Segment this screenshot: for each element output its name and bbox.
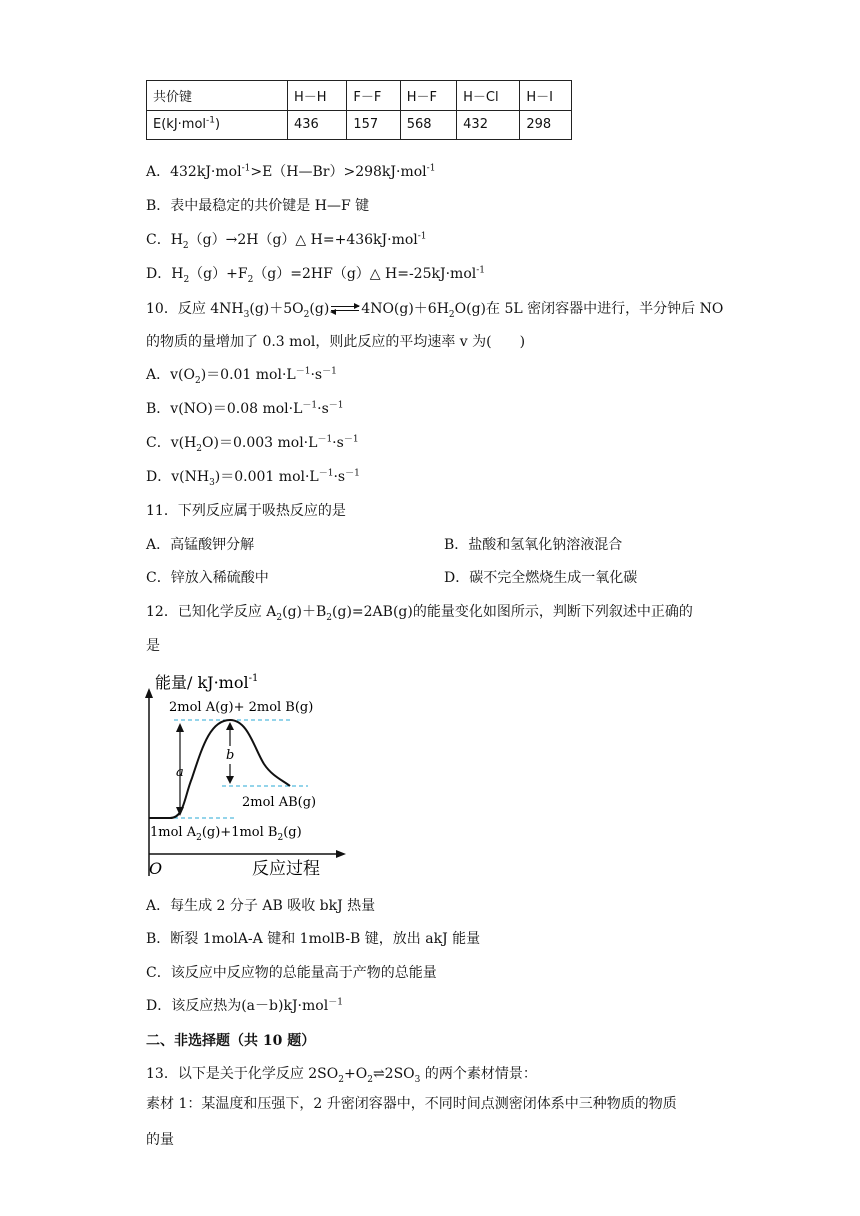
q12-option-a: A．每生成 2 分子 AB 吸收 bkJ 热量 bbox=[146, 898, 376, 914]
table-row bbox=[147, 110, 572, 140]
q12-option-b: B．断裂 1molA-A 键和 1molB-B 键，放出 akJ 能量 bbox=[146, 931, 481, 947]
table-header-cell: 共价键 bbox=[147, 81, 288, 111]
table-row-label: E(kJ·mol$^{-1}$) bbox=[147, 110, 288, 140]
q10-stem-line2: 的物质的量增加了 0.3 mol，则此反应的平均速率 v 为( ) bbox=[146, 334, 526, 350]
b-label: b bbox=[226, 748, 235, 763]
b-arrow-up-icon bbox=[226, 722, 234, 730]
table-header-cell: H－H bbox=[288, 81, 347, 111]
q11-option-b: B．盐酸和氢氧化钠溶液混合 bbox=[444, 537, 623, 553]
table-cell: 157 bbox=[347, 110, 400, 140]
a-label: a bbox=[176, 765, 184, 780]
q10-option-b: B．v(NO)＝0.08 $mol\cdot L^{-1}\cdot s^{-1}$ bbox=[146, 400, 344, 417]
q10-stem-line1: 10．反应 $4NH_3(g)+5O_2(g)$ $4NO(g)+6H_2O(g)$在 5L 密闭容器中进行，半分钟后 NO bbox=[146, 301, 724, 320]
q9-option-a: A．432kJ·mol$^{-1}$>E（H—Br）>298kJ·mol$^{-1}$ bbox=[146, 163, 436, 180]
origin-label: O bbox=[149, 859, 163, 878]
q11-option-d: D．碳不完全燃烧生成一氧化碳 bbox=[444, 570, 638, 586]
q10-option-a: A．$v(O_2)=0.01$ $mol\cdot L^{-1}\cdot s^{-1}$ bbox=[146, 366, 337, 386]
table-cell: 298 bbox=[520, 110, 572, 140]
q11-stem: 11．下列反应属于吸热反应的是 bbox=[146, 503, 346, 519]
q9-option-c: C．$H_2(g)\to 2H(g)\triangle$ H=+436kJ·mol$^{-1}$ bbox=[146, 231, 427, 251]
reactant-label: 1mol $A_2(g)+1mol$ $B_2(g)$ bbox=[150, 825, 302, 843]
q9-option-b: B．表中最稳定的共价键是 H—F 键 bbox=[146, 198, 370, 214]
q11-option-c: C．锌放入稀硫酸中 bbox=[146, 570, 269, 586]
q12-stem-line1: 12．已知化学反应 $A_2(g)+B_2(g)=2AB(g)$的能量变化如图所示，判断下列叙述中正确的 bbox=[146, 604, 693, 623]
q11-option-a: A．高锰酸钾分解 bbox=[146, 537, 255, 553]
q10-option-d: D．$v(NH_3)=0.001$ $mol\cdot L^{-1}\cdot s^{-1}$ bbox=[146, 468, 360, 488]
table-cell: 568 bbox=[400, 110, 456, 140]
product-label: 2mol AB(g) bbox=[242, 795, 317, 810]
q12-option-d: D．该反应热为(a－b)kJ·mol$^{-1}$ bbox=[146, 997, 343, 1014]
q9-option-d: D．$H_2(g)+F_2(g)=2HF(g)\triangle$ H=-25kJ·mol$^{-1}$ bbox=[146, 265, 486, 285]
q10-option-c: C．$v(H_2O)=0.003$ $mol\cdot L^{-1}\cdot s^{-1}$ bbox=[146, 434, 359, 454]
section-heading: 二、非选择题（共 10 题） bbox=[146, 1033, 316, 1049]
q12-stem-line2: 是 bbox=[146, 638, 160, 654]
table-header-row bbox=[147, 81, 572, 111]
y-axis-label: 能量/ kJ·mol$^{-1}$ bbox=[155, 673, 259, 692]
q13-material-line2: 的量 bbox=[146, 1132, 174, 1148]
x-axis-label: 反应过程 bbox=[252, 859, 320, 879]
energy-diagram bbox=[140, 668, 360, 880]
table-header-cell: H－F bbox=[400, 81, 456, 111]
x-axis-arrow-icon bbox=[336, 850, 346, 858]
bond-energy-table bbox=[146, 80, 572, 140]
table-cell: 436 bbox=[288, 110, 347, 140]
y-axis-arrow-icon bbox=[145, 688, 153, 698]
q13-stem: 13．以下是关于化学反应 $2SO_2+O_2\rightleftharpoons 2SO_3$ 的两个素材情景： bbox=[146, 1066, 537, 1085]
top-level-label: 2mol A(g)+ 2mol B(g) bbox=[169, 700, 314, 715]
q12-option-c: C．该反应中反应物的总能量高于产物的总能量 bbox=[146, 965, 437, 981]
table-header-cell: H－I bbox=[520, 81, 572, 111]
a-arrow-up-icon bbox=[176, 723, 184, 732]
table-header-cell: F－F bbox=[347, 81, 400, 111]
q13-material-line1: 素材 1：某温度和压强下，2 升密闭容器中，不同时间点测密闭体系中三种物质的物质 bbox=[146, 1096, 677, 1112]
equilibrium-arrow-icon bbox=[331, 304, 359, 314]
b-arrow-down-icon bbox=[226, 776, 234, 784]
table-header-cell: H－Cl bbox=[457, 81, 520, 111]
table-cell: 432 bbox=[457, 110, 520, 140]
